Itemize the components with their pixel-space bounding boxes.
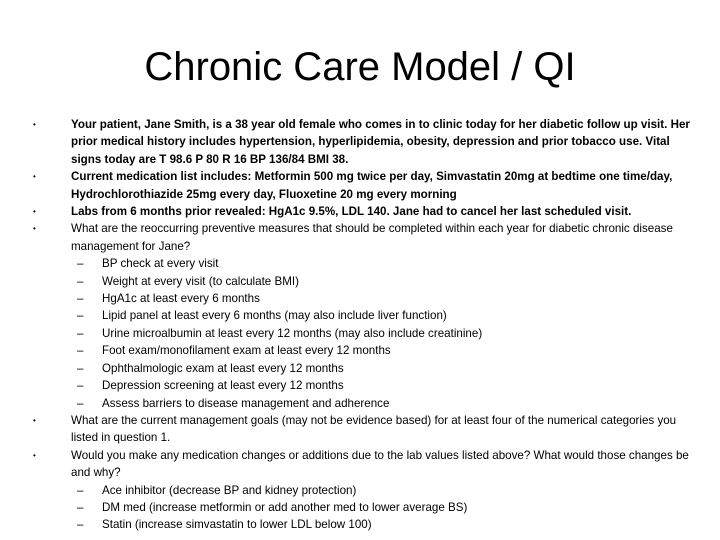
sub-item	[0, 516, 720, 533]
dash-icon: –	[77, 396, 84, 410]
sub-item	[0, 325, 720, 342]
dash-icon: –	[77, 483, 84, 497]
slide-title: Chronic Care Model / QI	[144, 45, 576, 89]
dash-icon: –	[77, 257, 84, 271]
bullet-question-preventive-measures	[0, 220, 720, 255]
bullet-dot-icon: •	[33, 415, 36, 425]
sub-item	[0, 342, 720, 359]
bullet-labs	[0, 203, 720, 220]
sub-item-text: BP check at every visit	[102, 257, 219, 271]
bullet-dot-icon: •	[33, 172, 36, 182]
dash-icon: –	[77, 518, 84, 532]
dash-icon: –	[77, 344, 84, 358]
sub-item-text: DM med (increase metformin or add another med to lower average BS)	[102, 500, 468, 514]
sub-item	[0, 377, 720, 394]
sub-item	[0, 395, 720, 412]
sub-item	[0, 360, 720, 377]
bullet-text: Current medication list includes: Metformin 500 mg twice per day, Simvastatin 20mg at bedtime one time/day, Hydrochlorothiazide 25mg every day, Fluoxetine 20 mg every morning	[71, 170, 673, 201]
sub-item	[0, 307, 720, 324]
dash-icon: –	[77, 379, 84, 393]
bullet-text: What are the current management goals (may not be evidence based) for at least four of the numerical categories you listed in question 1.	[71, 413, 677, 445]
sub-item-text: Depression screening at least every 12 months	[102, 379, 344, 393]
bullet-medication-list	[0, 168, 720, 203]
bullet-dot-icon: •	[33, 224, 36, 234]
sub-item-text: HgA1c at least every 6 months	[102, 292, 260, 306]
sub-item	[0, 273, 720, 290]
bullet-dot-icon: •	[33, 207, 36, 217]
dash-icon: –	[77, 292, 84, 306]
bullet-patient-history	[0, 116, 720, 168]
bullet-question-management-goals	[0, 412, 720, 447]
sub-item-text: Weight at every visit (to calculate BMI)	[102, 274, 299, 288]
sub-item-text: Statin (increase simvastatin to lower LDL below 100)	[102, 518, 372, 532]
sub-item-text: Ace inhibitor (decrease BP and kidney protection)	[102, 483, 357, 497]
sub-item-text: Assess barriers to disease management and adherence	[102, 396, 390, 410]
bullet-text: What are the reoccurring preventive measures that should be completed within each year for diabetic chronic disease management for Jane?	[71, 222, 673, 253]
sub-item	[0, 290, 720, 307]
dash-icon: –	[77, 309, 84, 323]
sub-item	[0, 255, 720, 272]
slide-content	[0, 116, 720, 534]
sub-item-text: Foot exam/monofilament exam at least every 12 months	[102, 344, 391, 358]
bullet-text: Your patient, Jane Smith, is a 38 year old female who comes in to clinic today for her diabetic follow up visit. Her prior medical history includes hypertension, hyperlipidemia, obesity, depression and prior tobacco use. Vital signs today are T 98.6 P 80 R 16 BP 136/84 BMI 38.	[71, 118, 690, 166]
bullet-text: Labs from 6 months prior revealed: HgA1c 9.5%, LDL 140. Jane had to cancel her last scheduled visit.	[71, 205, 632, 219]
sub-item-text: Ophthalmologic exam at least every 12 months	[102, 361, 344, 375]
sub-item	[0, 499, 720, 516]
bullet-question-medication-changes	[0, 447, 720, 482]
bullet-dot-icon: •	[33, 450, 36, 460]
bullet-text: Would you make any medication changes or additions due to the lab values listed above? What would those changes be and why?	[71, 448, 689, 480]
sub-item-text: Urine microalbumin at least every 12 months (may also include creatinine)	[102, 326, 483, 340]
dash-icon: –	[77, 361, 84, 375]
bullet-dot-icon: •	[33, 120, 36, 129]
dash-icon: –	[77, 500, 84, 514]
sub-item-text: Lipid panel at least every 6 months (may also include liver function)	[102, 309, 447, 323]
dash-icon: –	[77, 274, 84, 288]
dash-icon: –	[77, 326, 84, 340]
sub-item	[0, 482, 720, 499]
